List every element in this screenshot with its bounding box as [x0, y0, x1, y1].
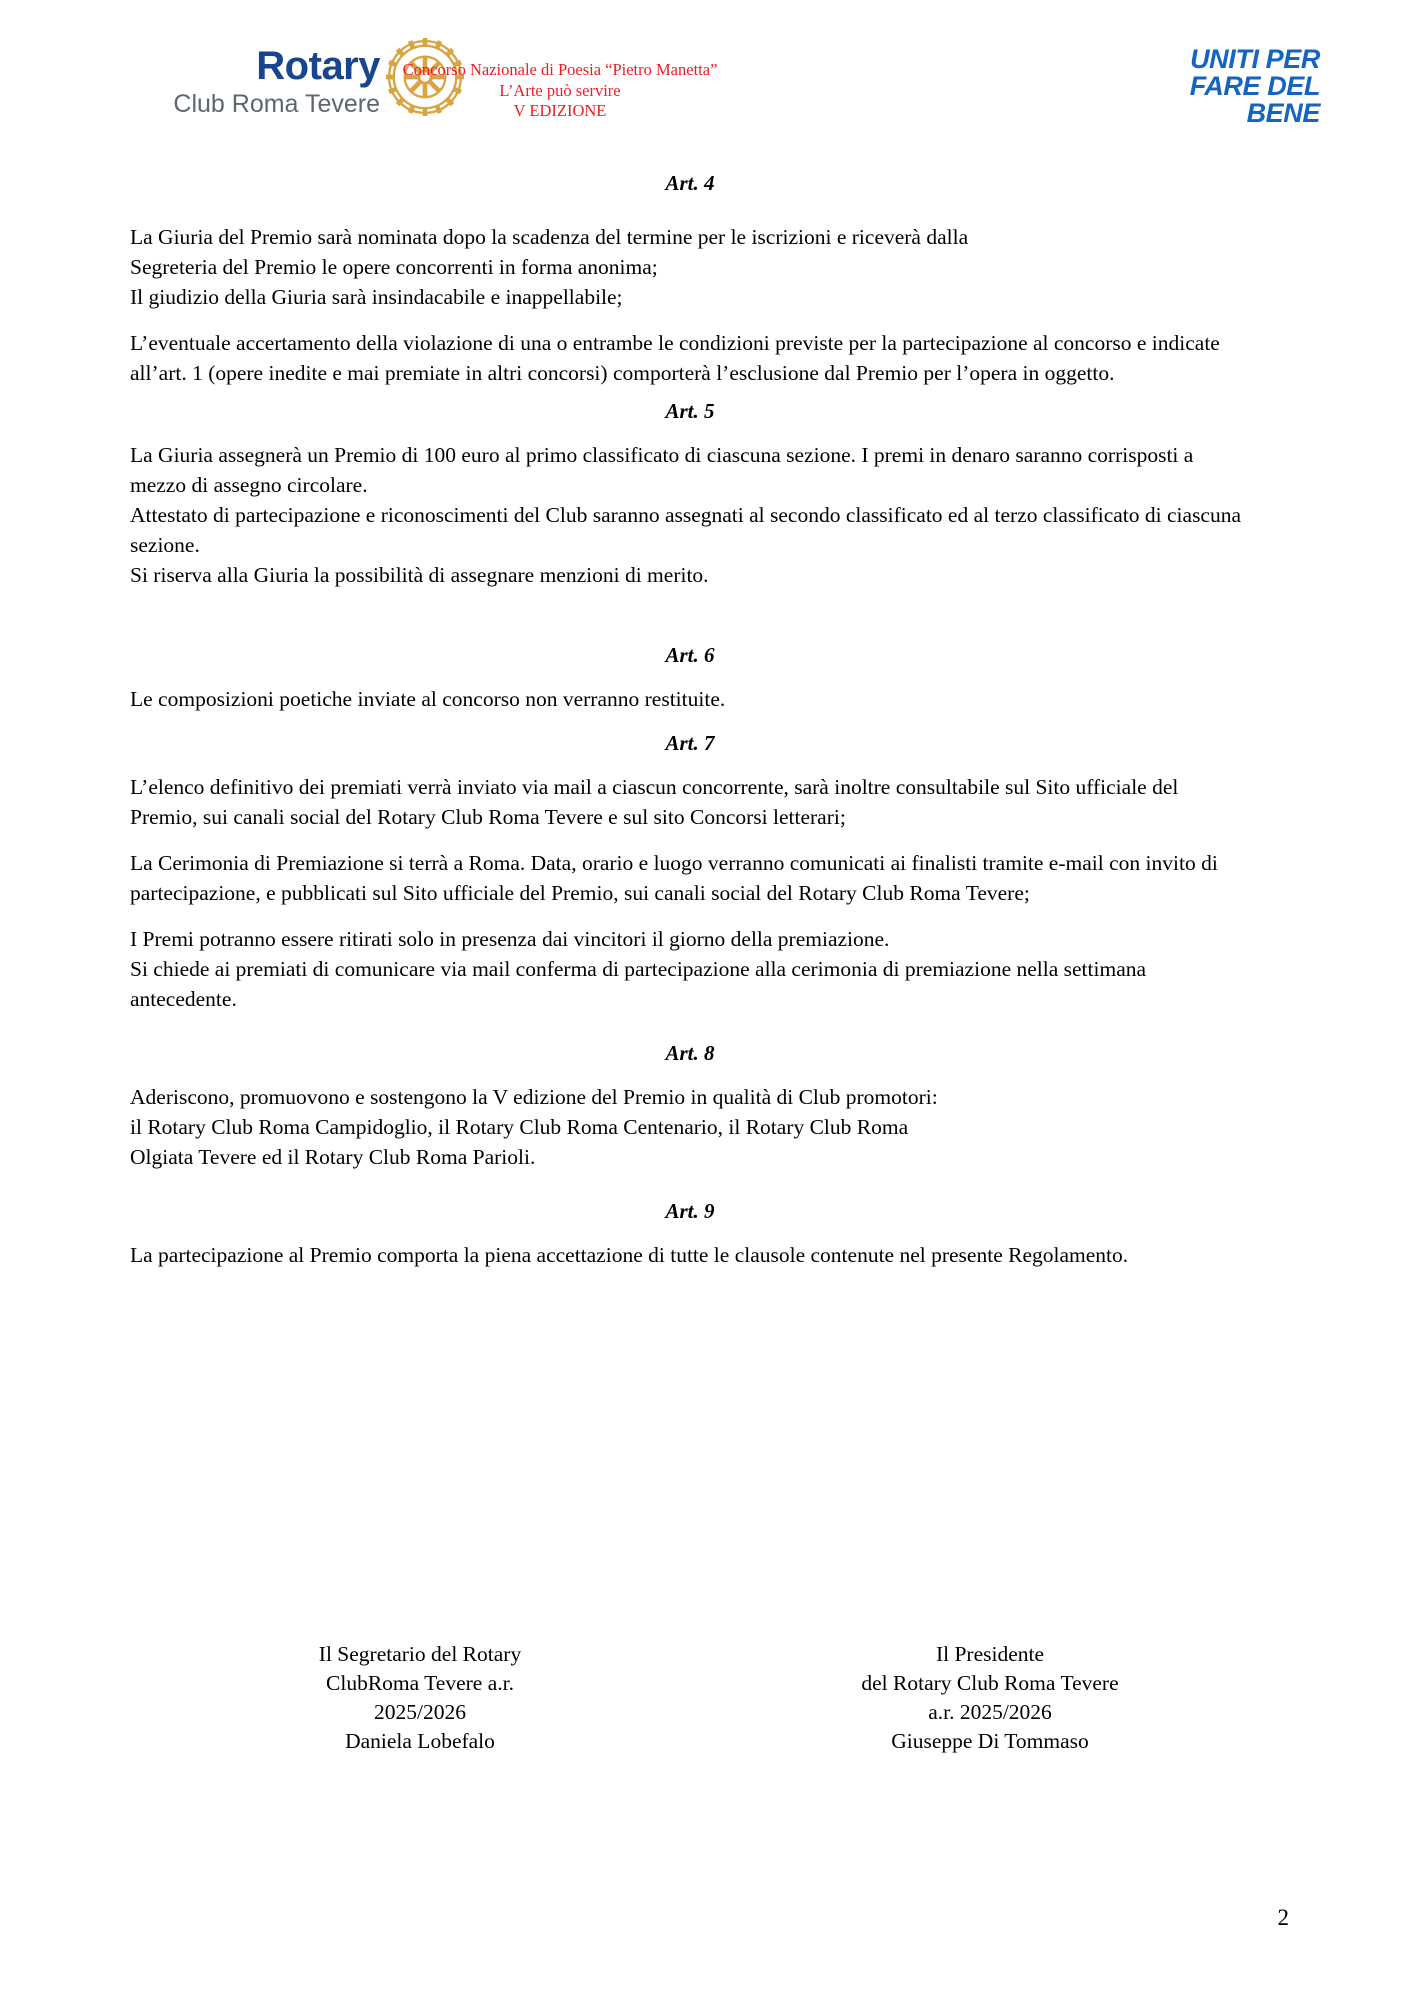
secretary-year: 2025/2026	[374, 1700, 466, 1724]
contest-title-line2: L’Arte può servire	[499, 80, 621, 100]
page-number: 2	[1277, 1905, 1289, 1930]
article-heading-7: Art. 7	[665, 731, 715, 755]
president-year: a.r. 2025/2026	[928, 1700, 1052, 1724]
theme-logo-line2: FARE DEL	[1189, 71, 1320, 101]
article-5-paragraph-2: Attestato di partecipazione e riconoscimenti del Club saranno assegnati al secondo classificato ed al terzo classificato di ciascuna sezione.	[130, 503, 1242, 557]
rotary-club-name: Club Roma Tevere	[173, 90, 380, 118]
rotary-wordmark: Rotary	[256, 44, 380, 88]
page-header	[0, 0, 1414, 150]
contest-title-line3: V EDIZIONE	[513, 101, 607, 120]
president-role-line1: Il Presidente	[935, 1642, 1045, 1666]
article-8-paragraph-1: Aderiscono, promuovono e sostengono la V edizione del Premio in qualità di Club promotori:	[130, 1085, 938, 1109]
signature-secretary	[230, 1640, 610, 1756]
article-7-paragraph-3: I Premi potranno essere ritirati solo in presenza dai vincitori il giorno della premiazione.	[130, 927, 890, 951]
president-name: Giuseppe Di Tommaso	[891, 1729, 1089, 1753]
article-heading-6: Art. 6	[665, 643, 715, 667]
article-8-paragraph-2: il Rotary Club Roma Campidoglio, il Rotary Club Roma Centenario, il Rotary Club Roma	[130, 1115, 909, 1139]
article-7-paragraph-2: La Cerimonia di Premiazione si terrà a Roma. Data, orario e luogo verranno comunicati ai finalisti tramite e-mail con invito di partecipazione, e pubblicati sul Sito ufficiale del Premio, sui canali social del Rotary Club Roma Tevere;	[130, 851, 1218, 905]
article-8-paragraph-3: Olgiata Tevere ed il Rotary Club Roma Parioli.	[130, 1145, 536, 1169]
article-7-paragraph-4: Si chiede ai premiati di comunicare via mail conferma di partecipazione alla cerimonia di premiazione nella settimana antecedente.	[130, 957, 1147, 1011]
article-5-paragraph-1: La Giuria assegnerà un Premio di 100 euro al primo classificato di ciascuna sezione. I premi in denaro saranno corrisposti a mezzo di assegno circolare.	[130, 443, 1194, 497]
document-body	[130, 170, 1250, 1270]
article-heading-8: Art. 8	[665, 1041, 715, 1065]
president-role-line2: del Rotary Club Roma Tevere	[861, 1671, 1119, 1695]
article-4-paragraph-2: Segreteria del Premio le opere concorrenti in forma anonima;	[130, 255, 658, 279]
contest-title-line1: Concorso Nazionale di Poesia “Pietro Manetta”	[402, 60, 718, 79]
article-heading-9: Art. 9	[665, 1199, 715, 1223]
article-4-paragraph-4: L’eventuale accertamento della violazione di una o entrambe le condizioni previste per la partecipazione al concorso e indicate all’art. 1 (opere inedite e mai premiate in altri concorsi) comporterà l’esclusione dal Premio per l’opera in oggetto.	[130, 331, 1220, 385]
secretary-name: Daniela Lobefalo	[345, 1729, 495, 1753]
article-heading-5: Art. 5	[665, 399, 715, 423]
signature-president	[790, 1640, 1190, 1756]
article-5-paragraph-3: Si riserva alla Giuria la possibilità di assegnare menzioni di merito.	[130, 563, 709, 587]
secretary-role-line1: Il Segretario del Rotary	[318, 1642, 522, 1666]
secretary-role-line2: ClubRoma Tevere a.r.	[326, 1671, 514, 1695]
theme-logo-line3: BENE	[1246, 98, 1320, 128]
article-heading-4: Art. 4	[665, 171, 715, 195]
article-4-paragraph-1: La Giuria del Premio sarà nominata dopo la scadenza del termine per le iscrizioni e riceverà dalla	[130, 225, 969, 249]
article-6-paragraph-1: Le composizioni poetiche inviate al concorso non verranno restituite.	[130, 687, 726, 711]
article-4-paragraph-3: Il giudizio della Giuria sarà insindacabile e inappellabile;	[130, 285, 623, 309]
signature-block	[130, 1640, 1250, 1756]
theme-logo-line1: UNITI PER	[1190, 44, 1320, 74]
contest-title	[360, 60, 760, 122]
article-9-paragraph-1: La partecipazione al Premio comporta la piena accettazione di tutte le clausole contenute nel presente Regolamento.	[130, 1243, 1129, 1267]
article-7-paragraph-1: L’elenco definitivo dei premiati verrà inviato via mail a ciascun concorrente, sarà inoltre consultabile sul Sito ufficiale del Premio, sui canali social del Rotary Club Roma Tevere e sul sito Concorsi letterari;	[130, 775, 1179, 829]
rotary-theme-logo	[1090, 46, 1320, 127]
